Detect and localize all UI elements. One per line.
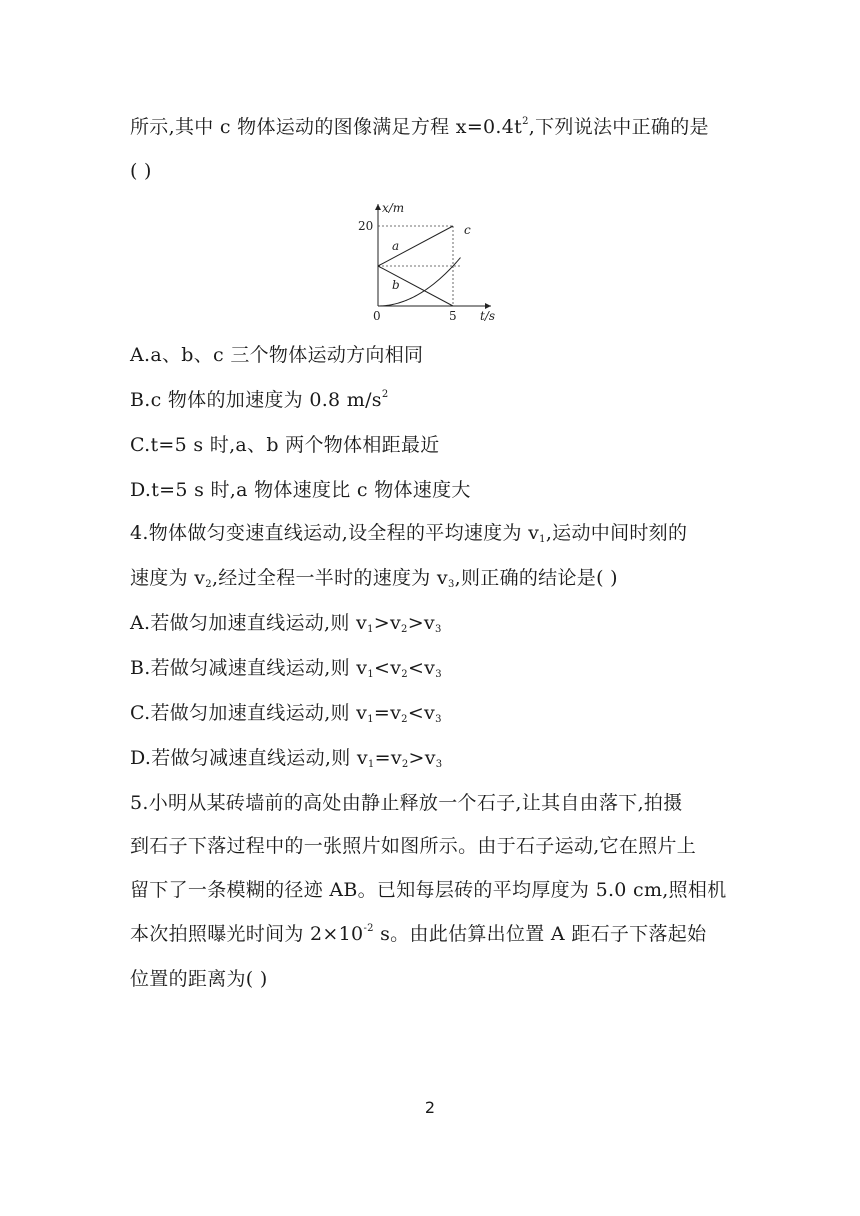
- y-tick-20: 20: [358, 219, 374, 233]
- series-c-curve: [378, 258, 461, 306]
- q5-stem-line1: 5.小明从某砖墙前的高处由静止释放一个石子,让其自由落下,拍摄: [130, 792, 683, 814]
- q4-option-b: B.若做匀减速直线运动,则 $v_1<v_2<v_3$: [130, 657, 442, 680]
- page-number: 2: [424, 1098, 436, 1117]
- q3-option-a: A.a、b、c 三个物体运动方向相同: [130, 344, 424, 366]
- q5-stem-line4: 本次拍照曝光时间为 $2\times 10^{-2}$ s。由此估算出位置 A 距石子下落起始: [130, 923, 707, 945]
- q4-option-c: C.若做匀加速直线运动,则 $v_1=v_2<v_3$: [130, 702, 442, 725]
- q4-option-a: A.若做匀加速直线运动,则 $v_1>v_2>v_3$: [130, 612, 442, 635]
- q3-option-d: D.t=5 s 时,a 物体速度比 c 物体速度大: [130, 479, 471, 501]
- series-b-label: b: [392, 278, 400, 292]
- q4-option-d: D.若做匀减速直线运动,则 $v_1=v_2>v_3$: [130, 747, 443, 770]
- q3-answer-bracket: ( ): [130, 160, 152, 182]
- q3-option-c: C.t=5 s 时,a、b 两个物体相距最近: [130, 434, 440, 456]
- series-b-line: [378, 266, 453, 306]
- y-axis-label: x/m: [382, 201, 405, 215]
- x-tick-5: 5: [449, 309, 457, 323]
- series-c-label: c: [464, 223, 471, 237]
- series-a-line: [378, 226, 453, 266]
- x-axis-label: t/s: [480, 309, 496, 323]
- q5-stem-line2: 到石子下落过程中的一张照片如图所示。由于石子运动,它在照片上: [130, 835, 697, 857]
- q4-stem-line2: 速度为 $v_2$,经过全程一半时的速度为 $v_3$,则正确的结论是( ): [130, 567, 618, 590]
- origin-label: 0: [373, 309, 381, 323]
- q5-stem-line5: 位置的距离为( ): [130, 968, 268, 990]
- series-a-label: a: [392, 239, 400, 253]
- q5-stem-line3: 留下了一条模糊的径迹 AB。已知每层砖的平均厚度为 5.0 cm,照相机: [130, 879, 727, 901]
- xt-graph: [355, 198, 505, 326]
- q3-stem-line1: 所示,其中 c 物体运动的图像满足方程 $x=0.4t^2$,下列说法中正确的是: [130, 116, 709, 138]
- q4-stem-line1: 4.物体做匀变速直线运动,设全程的平均速度为 $v_1$,运动中间时刻的: [130, 522, 688, 545]
- q3-option-b: B.c 物体的加速度为 0.8 $m/s^2$: [130, 389, 389, 411]
